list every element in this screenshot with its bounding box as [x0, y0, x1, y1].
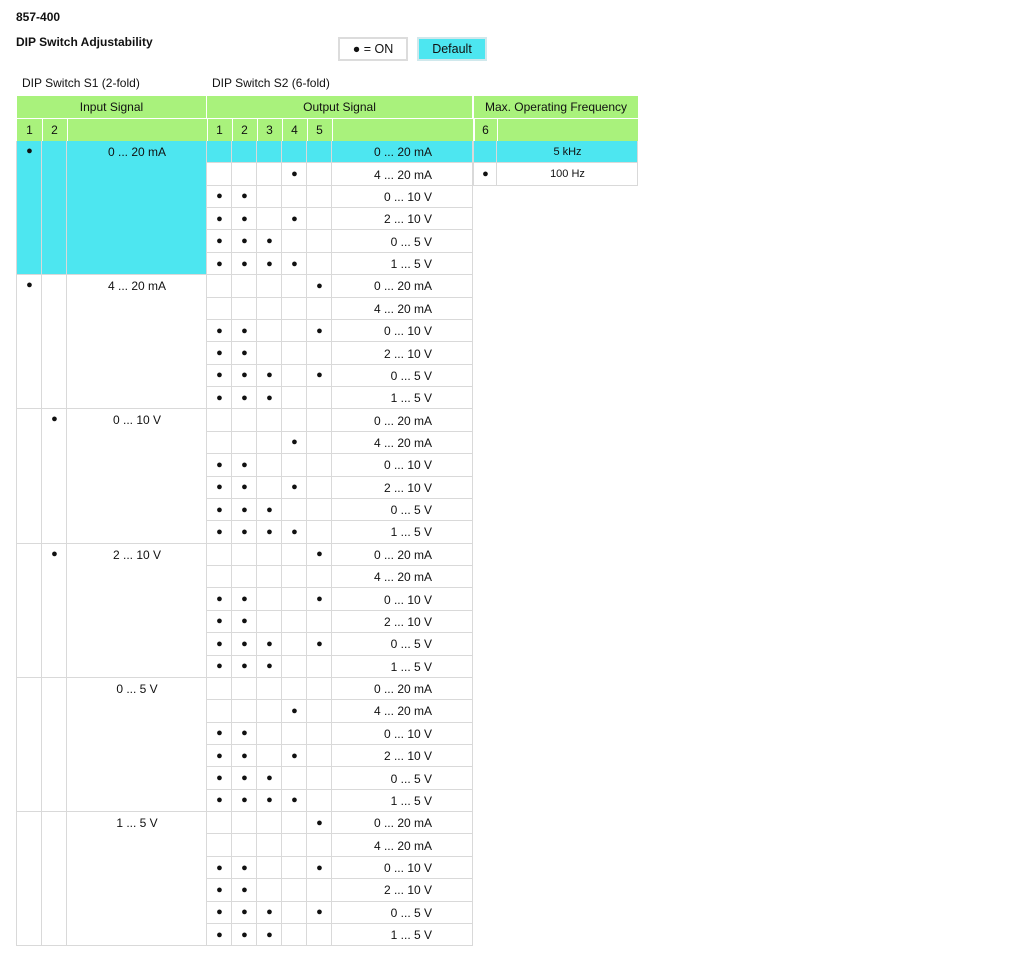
column-divider [331, 141, 332, 946]
output-signal-cell: 0 ... 5 V [390, 503, 432, 518]
s1-switch-cell [42, 141, 67, 275]
output-signal-cell: 0 ... 20 mA [373, 816, 432, 831]
s2-on-dot: ● [241, 593, 248, 606]
s2-switch-cell [257, 186, 282, 208]
s2-on-dot: ● [266, 928, 273, 941]
s2-on-dot: ● [266, 637, 273, 650]
output-signal-cell: 0 ... 10 V [383, 324, 432, 339]
s2-switch-cell [307, 566, 332, 588]
s2-switch-cell [232, 141, 257, 163]
s2-switch-number: 2 [232, 119, 257, 141]
header-separator [332, 119, 333, 141]
column-divider [306, 141, 307, 946]
s2-on-dot: ● [241, 257, 248, 270]
column-divider [256, 141, 257, 946]
output-signal-cell: 4 ... 20 mA [373, 704, 432, 719]
s2-switch-cell [307, 745, 332, 767]
s2-switch-cell [307, 454, 332, 476]
s2-switch-cell [207, 566, 232, 588]
s2-switch-cell [257, 544, 282, 566]
s2-switch-cell [232, 163, 257, 185]
output-signal-cell: 4 ... 20 mA [373, 838, 432, 853]
s2-switch-cell [257, 723, 282, 745]
s2-switch-cell [282, 320, 307, 342]
s2-on-dot: ● [266, 525, 273, 538]
s2-on-dot: ● [241, 481, 248, 494]
s2-on-dot: ● [216, 212, 223, 225]
s2-on-dot: ● [216, 615, 223, 628]
column-divider [281, 141, 282, 946]
s2-on-dot: ● [316, 637, 323, 650]
input-signal-header: Input Signal [17, 96, 206, 118]
s2-switch-cell [307, 499, 332, 521]
output-signal-cell: 2 ... 10 V [383, 883, 432, 898]
output-signal-header: Output Signal [207, 96, 472, 118]
s2-on-dot: ● [216, 593, 223, 606]
s2-switch-cell [257, 566, 282, 588]
s1-switch-cell [42, 678, 67, 812]
s1-on-dot: ● [51, 547, 58, 560]
s2-switch-cell [307, 924, 332, 946]
s2-switch-cell [282, 633, 307, 655]
s2-on-dot: ● [216, 928, 223, 941]
s2-on-dot: ● [291, 168, 298, 181]
s2-on-dot: ● [241, 391, 248, 404]
s2-on-dot: ● [316, 906, 323, 919]
s2-switch-cell [282, 387, 307, 409]
s2-switch-cell [207, 141, 232, 163]
header-separator [232, 119, 233, 141]
column-divider [41, 141, 42, 946]
s2-on-dot: ● [241, 347, 248, 359]
s2-switch-cell [307, 253, 332, 275]
s2-switch-cell [232, 432, 257, 454]
s2-switch-cell [282, 566, 307, 588]
output-signal-cell: 0 ... 5 V [390, 234, 432, 249]
input-signal-cell: 1 ... 5 V [116, 816, 158, 831]
s1-switch-cell [17, 544, 42, 678]
s2-switch-cell [207, 298, 232, 320]
s2-on-dot: ● [241, 637, 248, 650]
s2-on-dot: ● [266, 660, 273, 673]
s2-switch-cell [257, 745, 282, 767]
s2-switch-cell [232, 812, 257, 834]
output-signal-cell: 2 ... 10 V [383, 480, 432, 495]
s2-on-dot: ● [216, 749, 223, 762]
s2-switch-cell [307, 477, 332, 499]
s2-on-dot: ● [216, 525, 223, 538]
output-signal-cell: 1 ... 5 V [390, 793, 432, 808]
s2-switch-cell [232, 678, 257, 700]
s2-switch-cell [257, 857, 282, 879]
s2-on-dot: ● [266, 503, 273, 516]
s2-on-dot: ● [291, 525, 298, 538]
s2-switch-cell [307, 834, 332, 856]
input-signal-cell: 0 ... 20 mA [67, 141, 207, 275]
row-divider [207, 945, 473, 946]
output-signal-cell: 0 ... 20 mA [373, 547, 432, 562]
s2-switch-cell [207, 812, 232, 834]
s2-on-dot: ● [216, 503, 223, 516]
on-legend: ● = ON [338, 37, 408, 61]
s2-switch-cell [282, 544, 307, 566]
s2-switch-cell [307, 879, 332, 901]
s2-on-dot: ● [241, 794, 248, 807]
s2-switch-cell [257, 208, 282, 230]
input-blank-number [67, 119, 207, 141]
s2-switch-cell [282, 298, 307, 320]
output-signal-cell: 1 ... 5 V [390, 525, 432, 540]
s1-switch-number: 1 [17, 119, 42, 141]
s2-switch-cell [207, 834, 232, 856]
s2-switch-cell [282, 141, 307, 163]
s2-switch-cell [307, 656, 332, 678]
s2-switch-cell [307, 342, 332, 364]
s2-on-dot: ● [291, 436, 298, 449]
header-separator [207, 119, 208, 141]
column-divider [16, 141, 17, 946]
s2-on-dot: ● [266, 906, 273, 919]
s2-switch-cell [307, 521, 332, 543]
s2-switch-cell [282, 857, 307, 879]
s1-switch-cell [17, 678, 42, 812]
default-legend: Default [417, 37, 487, 61]
s2-on-dot: ● [316, 548, 323, 561]
output-signal-cell: 1 ... 5 V [390, 659, 432, 674]
s2-switch-cell [282, 678, 307, 700]
s2-on-dot: ● [216, 347, 223, 359]
s2-on-dot: ● [241, 458, 248, 471]
s2-switch-cell [282, 902, 307, 924]
output-signal-cell: 0 ... 5 V [390, 368, 432, 383]
s1-on-dot: ● [17, 141, 42, 275]
s2-switch-cell [282, 812, 307, 834]
s2-switch-cell [307, 208, 332, 230]
s2-on-dot: ● [316, 816, 323, 829]
s2-on-dot: ● [241, 906, 248, 919]
s1-on-dot: ● [26, 279, 33, 292]
s2-on-dot: ● [216, 235, 223, 248]
s2-switch-cell [257, 409, 282, 431]
column-divider [637, 141, 638, 186]
s1-group-label: DIP Switch S1 (2-fold) [22, 76, 140, 90]
block-divider [17, 945, 207, 946]
s2-switch-cell [307, 409, 332, 431]
s2-on-dot: ● [241, 772, 248, 785]
output-signal-cell: 2 ... 10 V [383, 212, 432, 227]
page-title: DIP Switch Adjustability [16, 35, 153, 49]
s2-switch-cell [232, 700, 257, 722]
s2-on-dot: ● [241, 928, 248, 941]
s2-switch-cell [257, 588, 282, 610]
header-separator [257, 119, 258, 141]
output-signal-cell: 1 ... 5 V [390, 391, 432, 406]
header-separator [473, 96, 474, 118]
input-signal-cell: 2 ... 10 V [112, 547, 162, 562]
s2-switch-cell [282, 611, 307, 633]
s2-switch-cell [232, 566, 257, 588]
s2-on-dot: ● [241, 883, 248, 896]
output-signal-cell: 0 ... 10 V [383, 726, 432, 741]
s2-on-dot: ● [316, 324, 323, 337]
s2-switch-number: 4 [282, 119, 307, 141]
s2-switch-cell [307, 387, 332, 409]
output-signal-cell: 1 ... 5 V [390, 928, 432, 943]
s2-on-dot: ● [216, 883, 223, 896]
s2-switch-cell [257, 275, 282, 297]
output-signal-cell: 1 ... 5 V [390, 257, 432, 272]
s2-switch-cell [257, 298, 282, 320]
s2-on-dot: ● [216, 906, 223, 919]
s2-switch-cell [307, 767, 332, 789]
s2-switch-cell [282, 365, 307, 387]
s2-switch-cell [257, 678, 282, 700]
header-separator [307, 119, 308, 141]
s2-switch-cell [257, 141, 282, 163]
output-signal-cell: 0 ... 20 mA [373, 279, 432, 294]
s2-switch-cell [257, 320, 282, 342]
s2-switch-cell [257, 432, 282, 454]
s1-switch-cell [42, 812, 67, 946]
s2-on-dot: ● [266, 794, 273, 807]
s2-switch-cell [257, 812, 282, 834]
s6-switch-cell [474, 141, 497, 163]
column-divider [473, 141, 474, 186]
input-signal-cell: 0 ... 10 V [112, 413, 162, 428]
s2-switch-cell [257, 342, 282, 364]
output-signal-cell: 0 ... 20 mA [332, 141, 473, 163]
frequency-cell: 100 Hz [550, 168, 585, 181]
s1-switch-cell [17, 812, 42, 946]
freq-blank-number [497, 119, 638, 141]
s2-on-dot: ● [266, 235, 273, 248]
column-divider [231, 141, 232, 946]
s2-switch-cell [257, 454, 282, 476]
s2-on-dot: ● [216, 324, 223, 337]
s2-on-dot: ● [316, 369, 323, 382]
s2-on-dot: ● [316, 593, 323, 606]
row-divider [474, 185, 638, 186]
input-signal-cell: 4 ... 20 mA [107, 279, 167, 294]
max-frequency-header: Max. Operating Frequency [474, 96, 638, 118]
model-number: 857-400 [16, 10, 61, 24]
s2-switch-cell [307, 432, 332, 454]
s2-switch-cell [282, 230, 307, 252]
s2-switch-cell [257, 700, 282, 722]
s2-switch-cell [282, 499, 307, 521]
s2-switch-cell [307, 678, 332, 700]
s1-switch-cell [42, 275, 67, 409]
s2-switch-cell [282, 656, 307, 678]
output-signal-cell: 4 ... 20 mA [373, 435, 432, 450]
s2-on-dot: ● [241, 369, 248, 382]
s2-on-dot: ● [291, 481, 298, 494]
column-divider [66, 141, 67, 946]
s2-switch-cell [282, 924, 307, 946]
s2-on-dot: ● [216, 458, 223, 471]
s2-switch-cell [257, 163, 282, 185]
output-signal-cell: 2 ... 10 V [383, 614, 432, 629]
output-signal-cell: 0 ... 10 V [383, 458, 432, 473]
s2-switch-cell [282, 454, 307, 476]
s2-on-dot: ● [216, 794, 223, 807]
column-divider [472, 141, 473, 946]
s2-switch-number: 3 [257, 119, 282, 141]
s2-switch-cell [207, 275, 232, 297]
s2-switch-cell [282, 186, 307, 208]
s2-switch-cell [307, 141, 332, 163]
s2-on-dot: ● [216, 861, 223, 874]
output-blank-number [332, 119, 473, 141]
s2-switch-cell [232, 834, 257, 856]
output-signal-cell: 0 ... 5 V [390, 771, 432, 786]
column-divider [206, 141, 207, 946]
frequency-cell: 5 kHz [497, 141, 638, 163]
s2-on-dot: ● [216, 660, 223, 673]
s2-switch-cell [307, 230, 332, 252]
header-separator [67, 119, 68, 141]
s2-on-dot: ● [291, 257, 298, 270]
output-signal-cell: 0 ... 10 V [383, 592, 432, 607]
s2-switch-cell [307, 186, 332, 208]
s2-switch-cell [282, 275, 307, 297]
s2-switch-cell [282, 834, 307, 856]
s2-switch-cell [232, 298, 257, 320]
s2-on-dot: ● [291, 749, 298, 762]
header-separator [497, 119, 498, 141]
output-signal-cell: 0 ... 5 V [390, 637, 432, 652]
output-signal-cell: 4 ... 20 mA [373, 167, 432, 182]
s2-on-dot: ● [216, 727, 223, 740]
s2-switch-cell [282, 879, 307, 901]
s2-on-dot: ● [266, 391, 273, 404]
s2-on-dot: ● [241, 727, 248, 740]
output-signal-cell: 0 ... 10 V [383, 861, 432, 875]
s2-on-dot: ● [241, 615, 248, 628]
s2-on-dot: ● [241, 660, 248, 673]
s2-on-dot: ● [216, 772, 223, 785]
output-signal-cell: 0 ... 10 V [383, 189, 432, 204]
header-separator [282, 119, 283, 141]
header-separator [42, 119, 43, 141]
output-signal-cell: 4 ... 20 mA [373, 570, 432, 585]
output-signal-cell: 4 ... 20 mA [373, 301, 432, 316]
s2-on-dot: ● [266, 257, 273, 270]
s2-on-dot: ● [266, 772, 273, 785]
s2-on-dot: ● [241, 749, 248, 762]
s2-on-dot: ● [216, 257, 223, 270]
s2-on-dot: ● [316, 861, 323, 874]
s2-switch-cell [207, 700, 232, 722]
s2-on-dot: ● [291, 212, 298, 225]
s2-on-dot: ● [216, 637, 223, 650]
s2-switch-cell [207, 432, 232, 454]
s2-on-dot: ● [241, 861, 248, 874]
s2-switch-cell [232, 275, 257, 297]
s2-group-label: DIP Switch S2 (6-fold) [212, 76, 330, 90]
s2-switch-cell [207, 678, 232, 700]
s2-switch-cell [257, 879, 282, 901]
s2-switch-cell [282, 342, 307, 364]
header-separator [206, 96, 207, 118]
output-signal-cell: 0 ... 20 mA [373, 682, 432, 697]
s1-switch-cell [17, 409, 42, 543]
s2-switch-cell [307, 298, 332, 320]
s2-switch-cell [307, 163, 332, 185]
s2-on-dot: ● [241, 525, 248, 538]
s2-on-dot: ● [316, 279, 323, 292]
s2-on-dot: ● [241, 190, 248, 203]
s1-on-dot: ● [51, 413, 58, 426]
output-signal-cell: 0 ... 5 V [390, 905, 432, 920]
output-signal-cell: 2 ... 10 V [383, 346, 432, 361]
s1-switch-number: 2 [42, 119, 67, 141]
s2-on-dot: ● [266, 369, 273, 382]
s2-switch-cell [307, 790, 332, 812]
s2-on-dot: ● [241, 212, 248, 225]
output-signal-cell: 2 ... 10 V [383, 749, 432, 764]
s2-switch-cell [282, 588, 307, 610]
s2-on-dot: ● [216, 190, 223, 203]
s2-on-dot: ● [216, 481, 223, 494]
s6-switch-number: 6 [474, 119, 497, 141]
input-signal-cell: 0 ... 5 V [116, 681, 158, 696]
s2-on-dot: ● [216, 391, 223, 404]
header-separator [474, 119, 475, 141]
s2-on-dot: ● [291, 704, 298, 717]
s2-on-dot: ● [216, 369, 223, 382]
s2-on-dot: ● [241, 324, 248, 337]
s2-switch-cell [282, 723, 307, 745]
s2-switch-cell [257, 611, 282, 633]
s2-switch-cell [232, 409, 257, 431]
s2-on-dot: ● [241, 235, 248, 248]
column-divider [496, 141, 497, 186]
s2-switch-cell [282, 409, 307, 431]
s2-switch-cell [207, 163, 232, 185]
s2-switch-cell [232, 544, 257, 566]
s2-switch-cell [257, 477, 282, 499]
output-signal-cell: 0 ... 20 mA [373, 413, 432, 428]
s2-switch-cell [257, 834, 282, 856]
s2-switch-cell [307, 611, 332, 633]
s2-on-dot: ● [241, 503, 248, 516]
s2-switch-cell [307, 700, 332, 722]
s2-on-dot: ● [291, 794, 298, 807]
s2-switch-cell [307, 723, 332, 745]
s2-switch-cell [207, 544, 232, 566]
s2-switch-cell [282, 767, 307, 789]
s2-switch-number: 1 [207, 119, 232, 141]
s6-on-dot: ● [482, 168, 489, 181]
s2-switch-number: 5 [307, 119, 332, 141]
s2-switch-cell [207, 409, 232, 431]
